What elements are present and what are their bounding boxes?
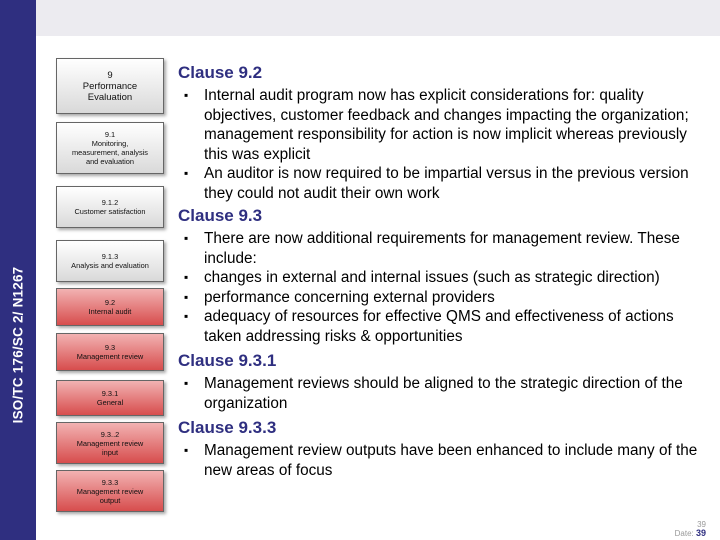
bullet-item: [178, 288, 710, 308]
bullet-text: Internal audit program now has explicit considerations for: quality objectives, customer feedback and changes impacting the organization; management responsibility for action is now implicit whereas previously this was explicit: [204, 87, 689, 163]
bullet-item: [178, 307, 710, 346]
toc-item-9-3-1[interactable]: [56, 380, 164, 416]
toc-item-label: 9.3..2 Management review input: [76, 429, 144, 457]
page-number-small: 39: [697, 520, 706, 529]
bullet-icon: ▪: [184, 88, 189, 102]
bullet-icon: ▪: [184, 231, 189, 245]
bullet-list: [178, 86, 710, 203]
toc-item-label: 9.1 Monitoring, measurement, analysis and evaluation: [72, 130, 148, 166]
page-number: 39: [695, 528, 706, 538]
toc-item-label: 9 Performance Evaluation: [82, 69, 138, 103]
bullet-icon: ▪: [184, 289, 189, 304]
bullet-text: Management review outputs have been enhanced to include many of the new areas of focus: [204, 442, 698, 479]
bullet-icon: ▪: [184, 309, 189, 323]
toc-item-9-1-3[interactable]: [56, 240, 164, 282]
toc-item-9-1[interactable]: [56, 122, 164, 174]
toc-item-label: 9.1.2 Customer satisfaction: [74, 198, 146, 216]
bullet-icon: ▪: [184, 376, 189, 390]
toc-item-label: 9.3.1 General: [96, 389, 124, 407]
bullet-text: An auditor is now required to be impartial versus in the previous version they could not audit their own work: [204, 165, 689, 202]
clause-heading: Clause 9.3: [178, 206, 263, 225]
bullet-list: [178, 441, 710, 480]
bullet-icon: ▪: [184, 443, 189, 457]
bullet-item: [178, 229, 710, 268]
clause-section: [178, 62, 710, 203]
bullet-text: There are now additional requirements for management review. These include:: [204, 230, 680, 267]
toc-item-label: 9.3 Management review: [76, 343, 144, 361]
bullet-item: [178, 268, 710, 288]
clause-heading: Clause 9.3.3: [178, 418, 277, 437]
left-sidebar-bar: [0, 0, 36, 540]
bullet-list: [178, 229, 710, 346]
clause-section: [178, 350, 710, 413]
bullet-list: [178, 374, 710, 413]
slide-content: [178, 62, 710, 482]
clause-heading: Clause 9.2: [178, 63, 263, 82]
bullet-item: [178, 374, 710, 413]
toc-item-label: 9.2 Internal audit: [88, 298, 132, 316]
bullet-icon: ▪: [184, 166, 189, 180]
bullet-item: [178, 164, 710, 203]
toc-item-label: 9.1.3 Analysis and evaluation: [71, 252, 149, 270]
toc-item-9-2[interactable]: [56, 288, 164, 326]
toc-item-9-3-3[interactable]: [56, 470, 164, 512]
bullet-item: [178, 86, 710, 164]
toc-item-9-3-2[interactable]: [56, 422, 164, 464]
toc-item-9-3[interactable]: [56, 333, 164, 371]
clause-section: [178, 417, 710, 480]
bullet-item: [178, 441, 710, 480]
clause-section: [178, 205, 710, 346]
date-label: Date:: [674, 529, 694, 538]
toc-item-label: 9.3.3 Management review output: [76, 477, 144, 505]
bullet-text: adequacy of resources for effective QMS and effectiveness of actions taken addressing risks & opportunities: [204, 308, 674, 345]
bullet-text: performance concerning external providers: [204, 288, 495, 306]
toc-item-9[interactable]: [56, 58, 164, 114]
clause-heading: Clause 9.3.1: [178, 351, 277, 370]
document-reference-label: ISO/TC 176/SC 2/ N1267: [10, 266, 26, 424]
clause-navigation: [56, 0, 168, 540]
page-footer: [675, 520, 706, 538]
toc-item-9-1-2[interactable]: [56, 186, 164, 228]
bullet-text: Management reviews should be aligned to the strategic direction of the organization: [204, 375, 683, 412]
bullet-text: changes in external and internal issues (such as strategic direction): [204, 269, 660, 286]
bullet-icon: ▪: [184, 270, 189, 284]
